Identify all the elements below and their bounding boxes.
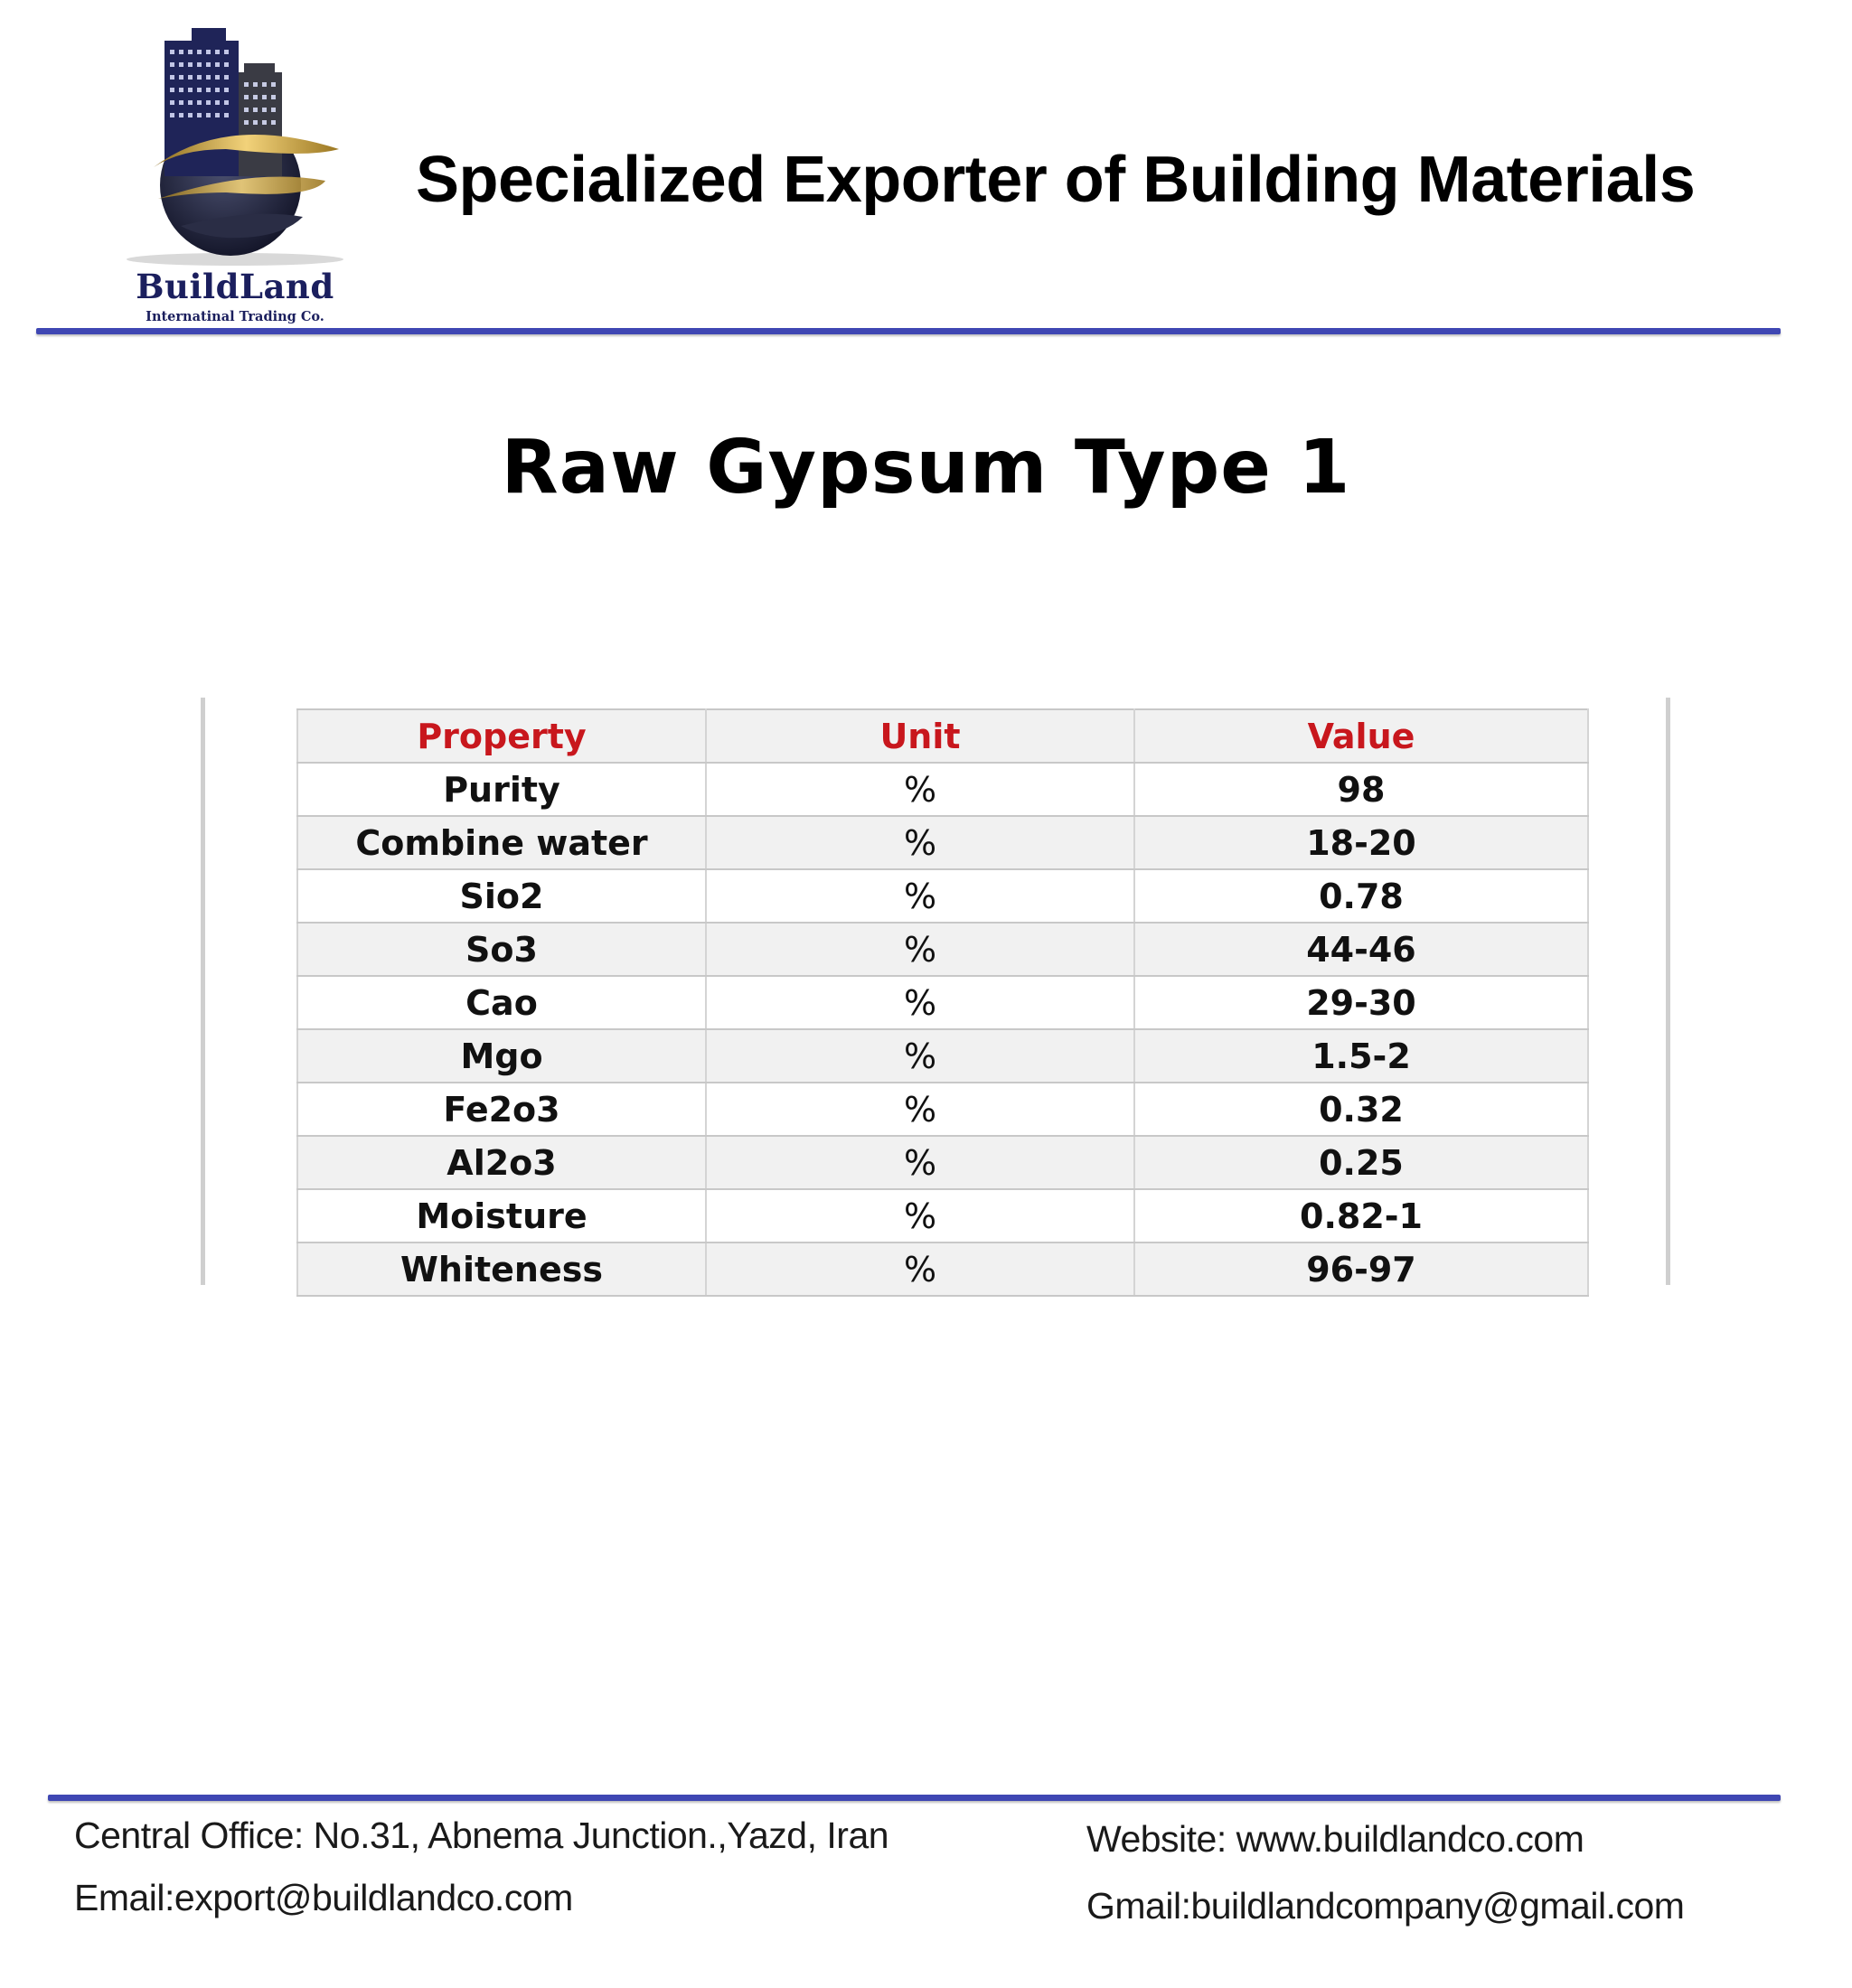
property-cell: Sio2	[297, 869, 706, 923]
unit-cell: %	[706, 869, 1134, 923]
unit-cell: %	[706, 816, 1134, 869]
value-cell: 0.78	[1134, 869, 1588, 923]
value-cell: 96-97	[1134, 1242, 1588, 1296]
unit-cell: %	[706, 763, 1134, 816]
logo-subtitle: Internatinal Trading Co.	[146, 309, 324, 324]
property-cell: Al2o3	[297, 1136, 706, 1189]
company-tagline: Specialized Exporter of Building Materials	[416, 144, 1696, 216]
column-header-unit: Unit	[706, 709, 1134, 763]
column-header-property: Property	[297, 709, 706, 763]
page-title: Raw Gypsum Type 1	[501, 425, 1351, 511]
value-cell: 29-30	[1134, 976, 1588, 1029]
property-cell: Moisture	[297, 1189, 706, 1242]
table-row	[297, 1189, 1588, 1242]
company-logo	[118, 23, 353, 324]
header-divider	[36, 328, 1781, 334]
value-cell: 0.25	[1134, 1136, 1588, 1189]
property-cell: Cao	[297, 976, 706, 1029]
logo-name: BuildLand	[136, 267, 334, 306]
value-cell: 0.82-1	[1134, 1189, 1588, 1242]
unit-cell: %	[706, 976, 1134, 1029]
unit-cell: %	[706, 1242, 1134, 1296]
gmail-address: Gmail:buildlandcompany@gmail.com	[1086, 1885, 1685, 1927]
property-cell: Fe2o3	[297, 1083, 706, 1136]
office-address: Central Office: No.31, Abnema Junction.,Yazd, Iran	[74, 1815, 889, 1856]
property-cell: Mgo	[297, 1029, 706, 1083]
value-cell: 0.32	[1134, 1083, 1588, 1136]
table-row	[297, 1242, 1588, 1296]
unit-cell: %	[706, 1083, 1134, 1136]
value-cell: 98	[1134, 763, 1588, 816]
value-cell: 1.5-2	[1134, 1029, 1588, 1083]
building-globe-icon	[118, 23, 353, 267]
property-cell: Combine water	[297, 816, 706, 869]
unit-cell: %	[706, 923, 1134, 976]
table-row	[297, 976, 1588, 1029]
unit-cell: %	[706, 1136, 1134, 1189]
table-header-row	[297, 709, 1588, 763]
value-cell: 18-20	[1134, 816, 1588, 869]
table-row	[297, 1029, 1588, 1083]
table-row	[297, 1083, 1588, 1136]
properties-table	[296, 708, 1589, 1297]
table-row	[297, 1136, 1588, 1189]
table-row	[297, 869, 1588, 923]
unit-cell: %	[706, 1189, 1134, 1242]
website-address: Website: www.buildlandco.com	[1086, 1818, 1584, 1860]
table-row	[297, 816, 1588, 869]
column-header-value: Value	[1134, 709, 1588, 763]
unit-cell: %	[706, 1029, 1134, 1083]
footer-divider	[48, 1795, 1781, 1801]
property-cell: Whiteness	[297, 1242, 706, 1296]
property-cell: Purity	[297, 763, 706, 816]
property-cell: So3	[297, 923, 706, 976]
value-cell: 44-46	[1134, 923, 1588, 976]
table-row	[297, 923, 1588, 976]
email-address: Email:export@buildlandco.com	[74, 1877, 573, 1918]
table-row	[297, 763, 1588, 816]
